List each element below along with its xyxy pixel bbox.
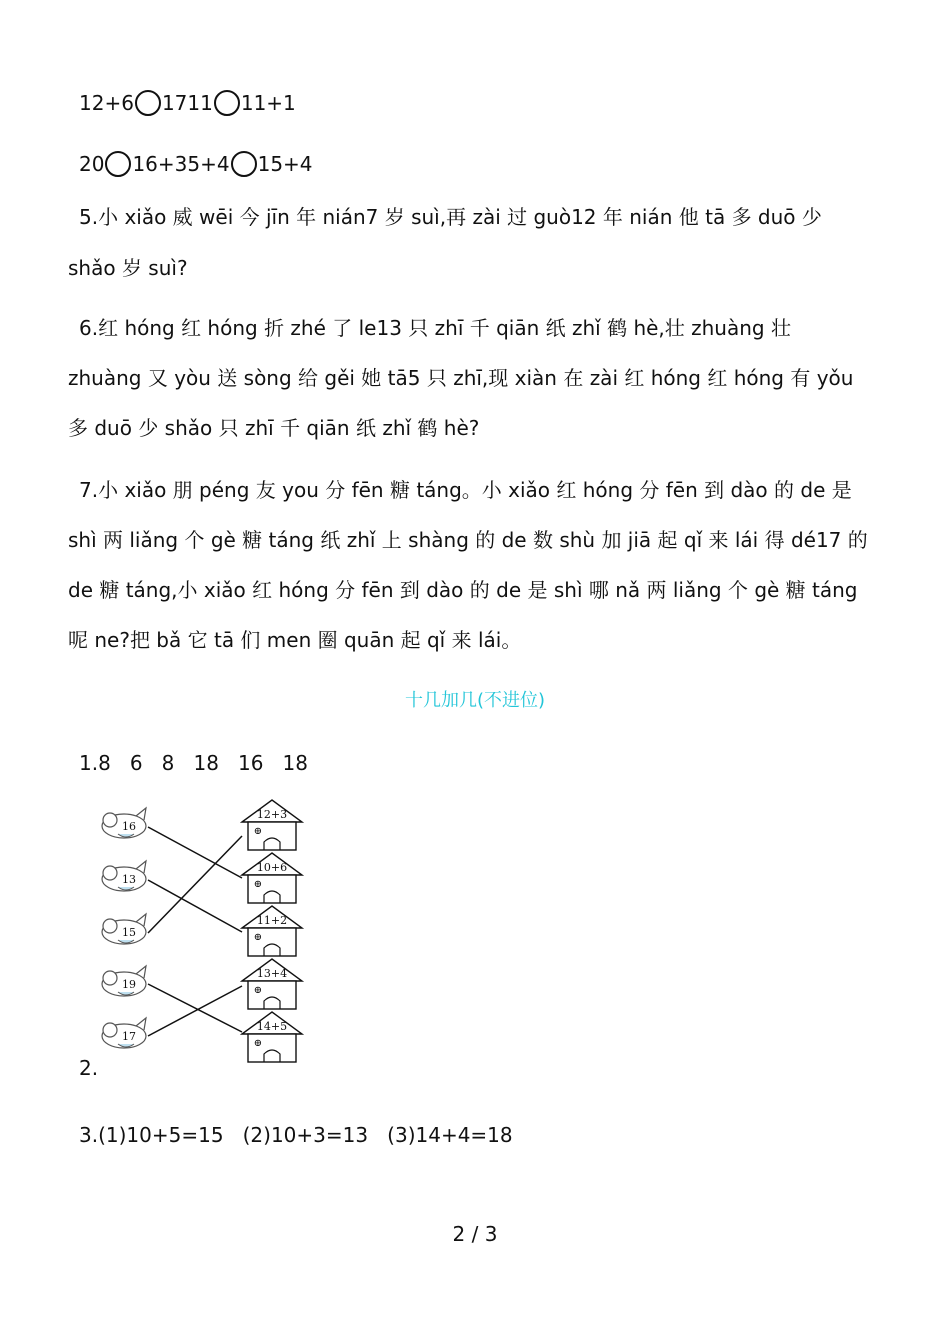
compare-expr: 12+6 bbox=[79, 91, 134, 115]
compare-answer-circle[interactable] bbox=[105, 151, 131, 177]
question-5-line-2: shǎo 岁 suì? bbox=[68, 256, 188, 280]
animal-13 bbox=[102, 861, 146, 891]
match-line bbox=[148, 880, 242, 932]
animal-number: 13 bbox=[122, 873, 136, 886]
compare-expr: 15+4 bbox=[257, 152, 313, 176]
animal-number: 19 bbox=[122, 978, 136, 991]
compare-answer-circle[interactable] bbox=[135, 90, 161, 116]
compare-answer-circle[interactable] bbox=[231, 151, 257, 177]
match-line bbox=[148, 986, 242, 1036]
animal-number: 16 bbox=[122, 820, 136, 833]
answer-1: 1.8 6 8 18 16 18 bbox=[79, 751, 308, 775]
question-7-line-2: shì 两 liǎng 个 gè 糖 táng 纸 zhǐ 上 shàng 的 de 数 shù 加 jiā 起 qǐ 来 lái 得 dé17 的 bbox=[68, 528, 868, 552]
question-7-line-4: 呢 ne?把 bǎ 它 tā 们 men 圈 quān 起 qǐ 来 lái。 bbox=[68, 628, 522, 652]
house-label: 12+3 bbox=[256, 808, 288, 821]
animal-17 bbox=[102, 1018, 146, 1048]
answer-section-heading: 十几加几(不进位) bbox=[404, 690, 546, 711]
answer-2: 2. bbox=[79, 1056, 99, 1080]
compare-expr: 20 bbox=[79, 152, 105, 176]
match-line bbox=[148, 836, 242, 933]
house-symbol: ⊕ bbox=[253, 985, 263, 996]
matching-diagram bbox=[96, 796, 306, 1066]
house-symbol: ⊕ bbox=[253, 879, 263, 890]
question-7-line-1: 7.小 xiǎo 朋 péng 友 you 分 fēn 糖 táng。小 xiǎo 红 hóng 分 fēn 到 dào 的 de 是 bbox=[79, 478, 852, 502]
question-6-line-3: 多 duō 少 shǎo 只 zhī 千 qiān 纸 zhǐ 鹤 hè? bbox=[68, 416, 480, 440]
compare-answer-circle[interactable] bbox=[214, 90, 240, 116]
compare-row-1 bbox=[79, 90, 296, 116]
compare-expr: 1711 bbox=[161, 91, 213, 115]
animal-19 bbox=[102, 966, 146, 996]
question-6-line-1: 6.红 hóng 红 hóng 折 zhé 了 le13 只 zhī 千 qiān 纸 zhǐ 鹤 hè,壮 zhuàng 壮 bbox=[79, 316, 791, 340]
compare-expr: 16+35+4 bbox=[132, 152, 230, 176]
answer-3: 3.(1)10+5=15 (2)10+3=13 (3)14+4=18 bbox=[79, 1123, 513, 1147]
question-7-line-3: de 糖 táng,小 xiǎo 红 hóng 分 fēn 到 dào 的 de 是 shì 哪 nǎ 两 liǎng 个 gè 糖 táng bbox=[68, 578, 858, 602]
house-10-6 bbox=[242, 853, 302, 903]
house-13-4 bbox=[242, 959, 302, 1009]
house-11-2 bbox=[242, 906, 302, 956]
animal-number: 17 bbox=[122, 1030, 136, 1043]
house-label: 10+6 bbox=[256, 861, 288, 874]
question-5-line-1: 5.小 xiǎo 威 wēi 今 jīn 年 nián7 岁 suì,再 zài 过 guò12 年 nián 他 tā 多 duō 少 bbox=[79, 205, 822, 229]
animal-number: 15 bbox=[122, 926, 136, 939]
compare-expr: 11+1 bbox=[240, 91, 296, 115]
compare-row-2 bbox=[79, 151, 313, 177]
match-line bbox=[148, 984, 242, 1032]
house-symbol: ⊕ bbox=[253, 932, 263, 943]
house-symbol: ⊕ bbox=[253, 826, 263, 837]
house-symbol: ⊕ bbox=[253, 1038, 263, 1049]
house-label: 11+2 bbox=[256, 914, 288, 927]
page-number: 2 / 3 bbox=[452, 1222, 498, 1246]
question-6-line-2: zhuàng 又 yòu 送 sòng 给 gěi 她 tā5 只 zhī,现 xiàn 在 zài 红 hóng 红 hóng 有 yǒu bbox=[68, 366, 854, 390]
match-line bbox=[148, 827, 242, 878]
house-12-3 bbox=[242, 800, 302, 850]
animal-15 bbox=[102, 914, 146, 944]
house-label: 13+4 bbox=[256, 967, 288, 980]
house-14-5 bbox=[242, 1012, 302, 1062]
house-label: 14+5 bbox=[256, 1020, 288, 1033]
animal-16 bbox=[102, 808, 146, 838]
